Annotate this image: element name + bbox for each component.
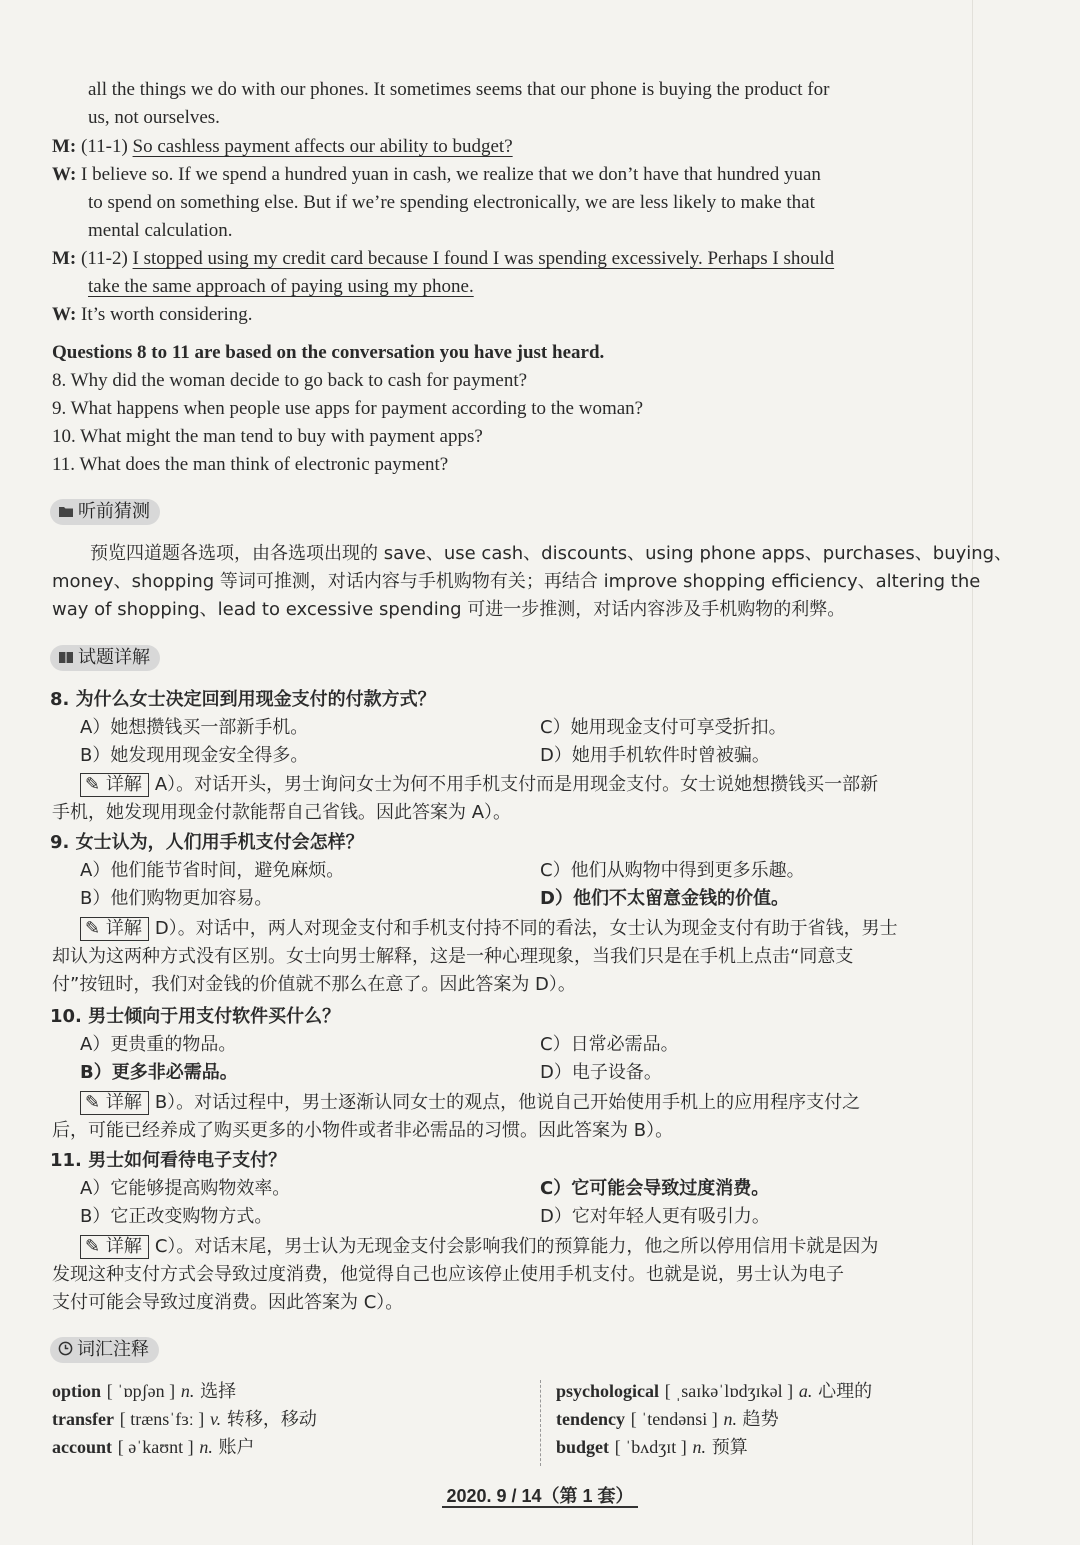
explanation: ✎ 详解 A）。对话开头，男士询问女士为何不用手机支付而是用现金支付。女士说她想攒钱买一部新 手机，她发现用现金付款能帮自己省钱。因此答案为 A）。 [52,774,879,823]
speaker-label: M: [52,136,77,157]
option-c: C）他们从购物中得到更多乐趣。 [540,860,805,881]
page-footer: 2020. 9 / 14（第 1 套） [0,1482,1080,1508]
option-a: A）它能够提高购物效率。 [80,1178,291,1199]
questions-heading: Questions 8 to 11 are based on the conversation you have just heard. [52,342,605,363]
underlined-text: So cashless payment affects our ability to budget? [132,136,513,157]
section-header-vocab: 词汇注释 [50,1337,159,1363]
pencil-icon: ✎ [85,918,101,939]
pencil-icon: ✎ [85,1092,101,1113]
item-question: 11. 男士如何看待电子支付？ [50,1150,287,1171]
transcript-line: all the things we do with our phones. It sometimes seems that our phone is buying the product for [88,79,830,100]
pencil-icon: ✎ [85,1236,101,1257]
explanation: ✎ 详解 D）。对话中，两人对现金支付和手机支付持不同的看法，女士认为现金支付有助于省钱，男士 却认为这两种方式没有区别。女士向男士解释，这是一种心理现象，当我们只是在手机上点击“同意支 付”按钮时，我们对金钱的价值就不那么在意了。因此答案为 D）。 [52,918,898,995]
vocab-entry: psychological [ ˌsaɪkəˈlɒdʒɪkəl ] a. 心理的 [556,1381,873,1402]
detail-badge: ✎ 详解 [80,917,149,941]
vocab-divider [540,1380,541,1466]
vocab-entry: account [ əˈkaʊnt ] n. 账户 [52,1437,255,1458]
preview-paragraph: 预览四道题各选项，由各选项出现的 save、use cash、discounts、using phone apps、purchases、buying、 money、shopping 等词可推测，对话内容与手机购物有关；再结合 improve shopping efficiency、altering the way of shopping、lead to excessive spending 可进一步推测，对话内容涉及手机购物的利弊。 [52,543,1013,620]
folder-icon [58,505,74,518]
option-b: B）他们购物更加容易。 [80,888,273,909]
transcript-line: mental calculation. [88,220,233,241]
question-line: 11. What does the man think of electronic payment? [52,454,449,475]
question-line: 9. What happens when people use apps for payment according to the woman? [52,398,644,419]
option-d-correct: D）他们不太留意金钱的价值。 [540,888,789,909]
vocab-entry: option [ ˈɒpʃən ] n. 选择 [52,1381,237,1402]
book-icon [58,651,74,664]
speaker-label: W: [52,304,77,325]
option-d: D）电子设备。 [540,1062,662,1083]
transcript-line [52,133,513,161]
vocab-entry: tendency [ ˈtendənsi ] n. 趋势 [556,1409,779,1430]
speaker-label: M: [52,248,77,269]
transcript-line [52,245,834,273]
underlined-text: I stopped using my credit card because I found I was spending excessively. Perhaps I should [132,248,835,269]
option-a: A）她想攒钱买一部新手机。 [80,717,309,738]
pencil-icon: ✎ [85,774,101,795]
detail-badge: ✎ 详解 [80,1235,149,1259]
option-c-correct: C）它可能会导致过度消费。 [540,1178,770,1199]
vocab-entry: budget [ ˈbʌdʒɪt ] n. 预算 [556,1437,748,1458]
transcript-line: to spend on something else. But if we’re spending electronically, we are less likely to make that [88,192,815,213]
detail-badge: ✎ 详解 [80,773,149,797]
speaker-label: W: [52,164,77,185]
explanation: ✎ 详解 C）。对话末尾，男士认为无现金支付会影响我们的预算能力，他之所以停用信用卡就是因为 发现这种支付方式会导致过度消费，他觉得自己也应该停止使用手机支付。也就是说，男士认为电子 支付可能会导致过度消费。因此答案为 C）。 [52,1236,879,1313]
question-line: 10. What might the man tend to buy with payment apps? [52,426,483,447]
vocab-entry: transfer [ trænsˈfɜː ] v. 转移，移动 [52,1409,317,1430]
option-a: A）他们能节省时间，避免麻烦。 [80,860,345,881]
transcript-line: W: I believe so. If we spend a hundred yuan in cash, we realize that we don’t have that hundred yuan [52,164,821,185]
item-question: 10. 男士倾向于用支付软件买什么？ [50,1006,341,1027]
transcript-line: us, not ourselves. [88,107,220,128]
line-number: (11-2) [81,248,128,269]
option-d: D）它对年轻人更有吸引力。 [540,1206,770,1227]
option-b-correct: B）更多非必需品。 [80,1062,238,1083]
option-d: D）她用手机软件时曾被骗。 [540,745,770,766]
explanation: ✎ 详解 B）。对话过程中，男士逐渐认同女士的观点，他说自己开始使用手机上的应用程序支付之 后，可能已经养成了购买更多的小物件或者非必需品的习惯。因此答案为 B）。 [52,1092,861,1141]
transcript-line: W: It’s worth considering. [52,304,253,325]
section-header-detail: 试题详解 [50,645,160,671]
line-number: (11-1) [81,136,128,157]
option-c: C）日常必需品。 [540,1034,679,1055]
clock-icon [58,1341,73,1356]
item-question: 9. 女士认为，人们用手机支付会怎样？ [50,832,364,853]
option-a: A）更贵重的物品。 [80,1034,237,1055]
option-b: B）它正改变购物方式。 [80,1206,273,1227]
transcript-line: take the same approach of paying using my phone. [88,276,474,297]
item-question: 8. 为什么女士决定回到用现金支付的付款方式？ [50,689,436,710]
detail-badge: ✎ 详解 [80,1091,149,1115]
section-header-preview: 听前猜测 [50,499,160,525]
question-line: 8. Why did the woman decide to go back to cash for payment? [52,370,528,391]
option-b: B）她发现用现金安全得多。 [80,745,309,766]
option-c: C）她用现金支付可享受折扣。 [540,717,787,738]
